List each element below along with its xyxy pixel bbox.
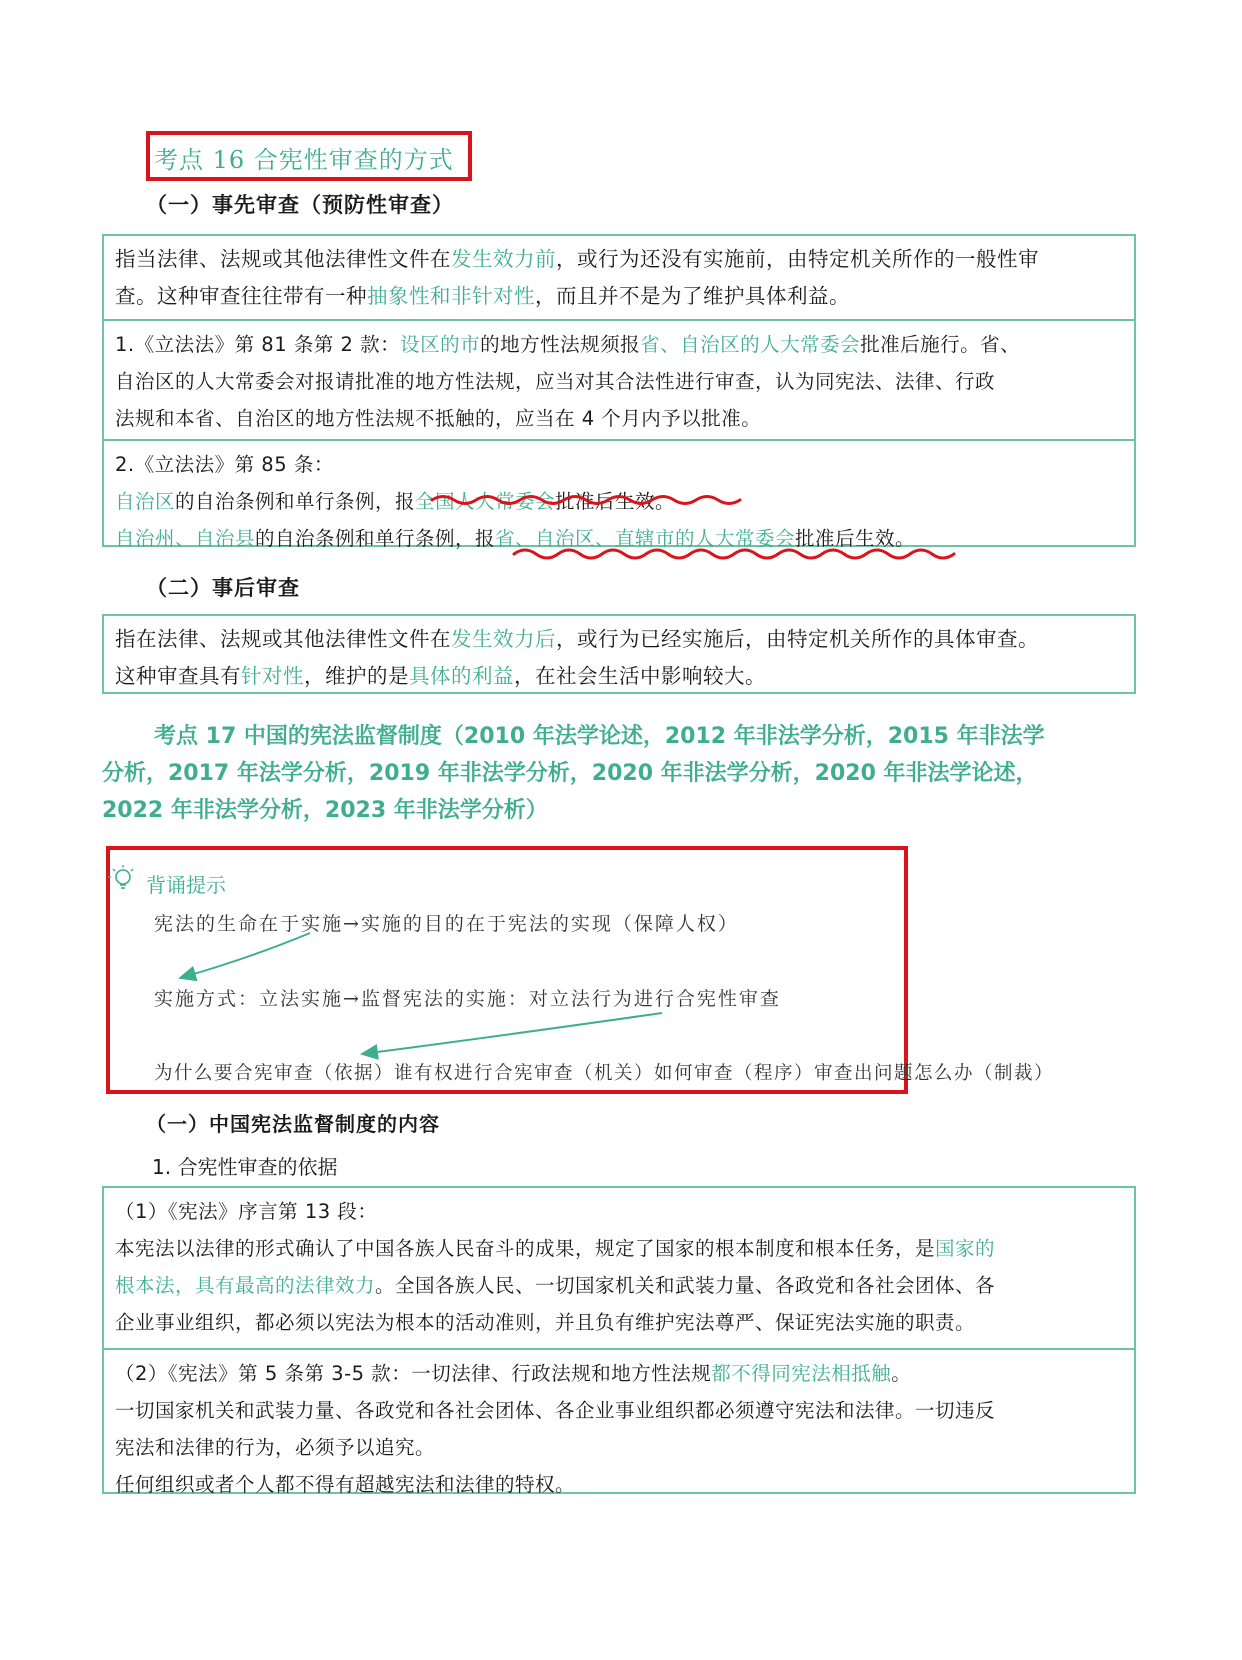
content-subheading: （一）中国宪法监督制度的内容 bbox=[146, 1112, 440, 1136]
pre-review-definition: 指当法律、法规或其他法律性文件在发生效力前，或行为还没有实施前，由特定机关所作的一般性审 查。这种审查往往带有一种抽象性和非针对性，而且并不是为了维护具体利益。 bbox=[115, 247, 1039, 308]
legislation-law-art81: 1.《立法法》第 81 条第 2 款：设区的市的地方性法规须报省、自治区的人大常委会批准后施行。省、 自治区的人大常委会对报请批准的地方性法规，应当对其合法性进行审查，认为同宪法、法律、行政 法规和本省、自治区的地方性法规不抵触的，应当在 4 个月内予以批准。 bbox=[104, 319, 1134, 439]
arrow-1 bbox=[180, 933, 310, 978]
memory-tip-line-1: 宪法的生命在于实施→实施的目的在于宪法的实现（保障人权） bbox=[154, 913, 739, 935]
constitution-preamble-para13: （1）《宪法》序言第 13 段： 本宪法以法律的形式确认了中国各族人民奋斗的成果，规定了国家的根本制度和根本任务，是国家的 根本法，具有最高的法律效力。全国各族人民、一切国家机关和武装力量、各政党和各社会团体、各 企业事业组织，都必须以宪法为根本的活动准则，并且负有维护宪法尊严、保证宪法实施的职责。 bbox=[115, 1200, 996, 1334]
legislation-law-art85: 2.《立法法》第 85 条： 自治区的自治条例和单行条例，报全国人大常委会批准后生效。 自治州、自治县的自治条例和单行条例，报省、自治区、直辖市的人大常委会批准后生效。 bbox=[104, 439, 1134, 560]
memory-tip-title: 背诵提示 bbox=[146, 873, 226, 897]
section16-title: 考点 16 合宪性审查的方式 bbox=[154, 146, 454, 174]
section16-subheading-1: （一）事先审查（预防性审查） bbox=[146, 193, 454, 217]
section17-title: 考点 17 中国的宪法监督制度（2010 年法学论述，2012 年非法学分析，2015 年非法学 分析，2017 年法学分析，2019 年非法学分析，2020 年非法学分析，2020 年非法学论述， 2022 年非法学分析，2023 年非法学分析） bbox=[102, 724, 1045, 823]
post-review-box: 指在法律、法规或其他法律性文件在发生效力后，或行为已经实施后，由特定机关所作的具体审查。 这种审查具有针对性，维护的是具体的利益，在社会生活中影响较大。 bbox=[102, 614, 1136, 694]
constitution-basis-box bbox=[102, 1186, 1136, 1494]
section16-subheading-2: （二）事后审查 bbox=[146, 576, 300, 600]
content-subheading-1: 1. 合宪性审查的依据 bbox=[152, 1155, 338, 1179]
arrow-2 bbox=[362, 1013, 662, 1054]
memory-tip-line-2: 实施方式：立法实施→监督宪法的实施：对立法行为进行合宪性审查 bbox=[154, 988, 781, 1010]
memory-tip-line-3: 为什么要合宪审查（依据）谁有权进行合宪审查（机关）如何审查（程序）审查出问题怎么办（制裁） bbox=[154, 1063, 1055, 1084]
constitution-article5: （2）《宪法》第 5 条第 3-5 款：一切法律、行政法规和地方性法规都不得同宪法相抵触。 一切国家机关和武装力量、各政党和各社会团体、各企业事业组织都必须遵守宪法和法律。一切违反 宪法和法律的行为，必须予以追究。 任何组织或者个人都不得有超越宪法和法律的特权。 bbox=[104, 1348, 1134, 1506]
